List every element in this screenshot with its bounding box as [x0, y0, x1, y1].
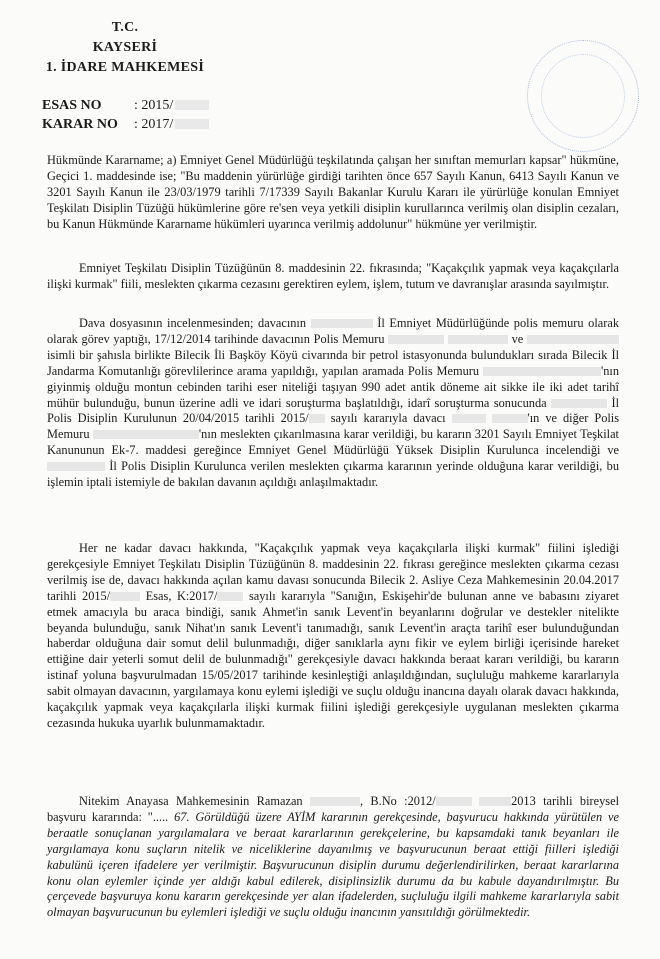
redaction: [436, 797, 472, 806]
redaction: [311, 319, 373, 328]
header-tc: T.C.: [111, 20, 139, 35]
header-city: KAYSERİ: [92, 40, 158, 55]
redaction: [175, 119, 209, 129]
redaction: [388, 335, 444, 344]
redaction: [110, 592, 140, 601]
paragraph-1: Hükmünde Kararname; a) Emniyet Genel Müdürlüğü teşkilatında çalışan her sınıftan memurları kapsar" hükmüne, Geçici 1. maddesinde ise; "Bu maddenin yürürlüğe girdiği tarihten önce 657 Sayılı Kanun, 6413 Sayılı Kanun ve 3201 Sayılı Kanun ile 23/03/1979 tarihli 7/17339 Sayılı Bakanlar Kurulu Kararı ile yürürlüğe konulan Emniyet Teşkilatı Disiplin Tüzüğü hükümlerine göre re'sen veya yetkili disiplin kurullarınca verilmiş olan disiplin cezaları, bu Kanun Hükmünde Kararname hükümleri uyarınca verilmiş addolunur" hükmüne yer verilmiştir.: [47, 153, 619, 231]
p3-text-b: İl Emniyet Müdürlüğünde polis memuru olarak olarak görev yaptığı, 17/12/2014 tarihinde davacının Polis Memuru: [47, 316, 619, 346]
p4-text-c: sayılı kararıyla "Sanığın, Eskişehir'de bulunan anne ve babasını ziyaret etmek amacıyla bu araca bindiği, sanık Ahmet'in sanık Levent'in beyanlarını doğrular ve destekler nitelikte beyanda bulunduğu, sanık Nihat'ın sanık Levent'i tanımadığı, sanık Levent'in araçta tarihî eser bulunduğundan haberdar olduğuna dair somut delil bulunmadığı, diğer sanıklarla aynı fikir ve eylem birliği içerisinde hareket ettiğine dair yeterli somut delil de bulunmadığı" gerekçesiyle davacı hakkında beraat kararı verildiği, bu kararın istinaf yoluna başvurulmadan 15/05/2017 tarihinde kesinleştiği anlaşıldığından, suçluluğu mahkeme kararlarıyla sabit olmayan davacının, yargılamaya konu eylemi işlediği ve suçlu olduğu inancına dayalı olarak davacı hakkında, kaçakçılık yapmak veya kaçakçılarla ilişki kurmak fiilini işlediği gerekçesiyle uygulanan meslekten çıkarma cezasında hukuka uyarlık bulunmamaktadır.: [47, 588, 619, 730]
p5-text-b: , B.No :2012/: [359, 794, 436, 808]
paragraph-5: [47, 794, 619, 921]
redaction: [47, 462, 105, 471]
redaction: [175, 100, 209, 110]
redaction: [452, 414, 486, 423]
p3-text-h: 'ın ve diğer Polis Memuru: [47, 411, 620, 442]
p5-quote: 67. Görüldüğü üzere AYİM kararının gerekçesinde, başvurucu hakkında yürütülen ve beraatle sonuçlanan yargılamalara ve beraat kararlarının gerekçelerine, bu kapsamdaki tanık beyanları ile yargılamaya konu suçların nitelik ve niceliklerine dayanılmış ve başvurucunun beraat ettiği fiilleri işlediği kabulünü içeren ifadelere yer verilmiştir. Başvurucunun disiplin durumu değerlendirilirken, beraat kararlarına konu olan eylemler içinde yer aldığı kabul edilerek, disiplinsizlik durumu da bu kabule dayandırılmıştır. Bu çerçevede başvuruya konu kararın gerekçesinde yer alan ifadelerden, suçluluğu ilgili mahkeme kararlarıyla sabit olmayan başvurucunun bu eylemleri işlediği ve suçlu olduğu inancının yansıtıldığı görülmektedir.: [47, 809, 619, 920]
paragraph-2: Emniyet Teşkilatı Disiplin Tüzüğünün 8. maddesinin 22. fıkrasında; "Kaçakçılık yapmak veya kaçakçılarla ilişki kurmak" fiili, meslekten çıkarma cezasını gerektiren eylem, işlem, tutum ve davranışlar arasında sayılmıştır.: [47, 261, 619, 291]
redaction: [309, 414, 325, 423]
redaction: [551, 399, 607, 408]
esas-value: : 2015/: [134, 98, 174, 113]
p3-text-d: isimli bir şahısla birlikte Bilecik İli Başköy Köyü civarında bir petrol istasyonunda bulundukları sırada Bilecik İl Jandarma Komutanlığı görevlilerince arama yapıldığı, yapılan aramada Polis Memuru: [47, 347, 619, 378]
redaction: [310, 797, 360, 806]
paragraph-4: [47, 541, 619, 732]
redaction: [492, 414, 528, 423]
p5-text-c: 2013 tarihli bireysel başvuru kararında: ".....: [47, 794, 619, 824]
redaction: [483, 367, 601, 376]
karar-label: KARAR NO: [42, 117, 118, 132]
redaction: [448, 335, 508, 344]
redaction: [93, 430, 199, 439]
p3-text-g: sayılı kararıyla davacı: [330, 411, 446, 426]
p4-text-a: Her ne kadar davacı hakkında, "Kaçakçılık yapmak veya kaçakçılarla ilişki kurmak" fiilini işlediği gerekçesiyle Emniyet Teşkilatı Disiplin Tüzüğünün 8. maddesinin 22. fıkrası gereğince meslekten çıkarma cezası verilmiş ise de, davacı hakkında açılan kamu davası sonucunda Bilecik 2. Asliye Ceza Mahkemesinin 20.04.2017 tarihli 2015/: [47, 541, 619, 603]
karar-no: [42, 117, 209, 133]
court-stamp-inner: [541, 54, 625, 138]
header-court: 1. İDARE MAHKEMESİ: [45, 60, 205, 75]
p3-text-f: İl Polis Disiplin Kurulunun 20/04/2015 tarihli 2015/: [47, 395, 620, 426]
redaction: [479, 797, 511, 806]
esas-label: ESAS NO: [42, 98, 102, 113]
paragraph-3: [47, 316, 619, 491]
redaction: [527, 335, 619, 344]
p5-text-a: Nitekim Anayasa Mahkemesinin Ramazan: [79, 794, 303, 808]
p3-text-c: ve: [511, 331, 524, 346]
esas-no: [42, 98, 209, 114]
redaction: [217, 592, 243, 601]
karar-value: : 2017/: [134, 117, 174, 132]
p4-text-b: Esas, K:2017/: [145, 588, 218, 603]
p3-text-i: 'nın meslekten çıkarılmasına karar verildiği, bu kararın 3201 Sayılı Emniyet Teşkilat Kanununun Ek-7. maddesi gereğince Emniyet Genel Müdürlüğü Yüksek Disiplin Kurulunca incelendiği ve: [47, 427, 619, 458]
p3-text-e: 'nın giyinmiş olduğu montun cebinden tarihi eser niteliği taşıyan 990 adet antik döneme ait sikke ile iki adet tarihî mühür bulunduğu, bunun üzerine adli ve idari soruşturma başlatıldığı, idarî soruşturma sonucunda: [47, 363, 619, 410]
p3-text-a: Dava dosyasının incelenmesinden; davacının: [79, 316, 307, 330]
p3-text-j: İl Polis Disiplin Kurulunca verilen meslekten çıkarma kararının yerinde olduğuna karar verildiği, bu işlemin iptali istemiyle de bakılan davanın açıldığı anlaşılmaktadır.: [47, 459, 619, 490]
